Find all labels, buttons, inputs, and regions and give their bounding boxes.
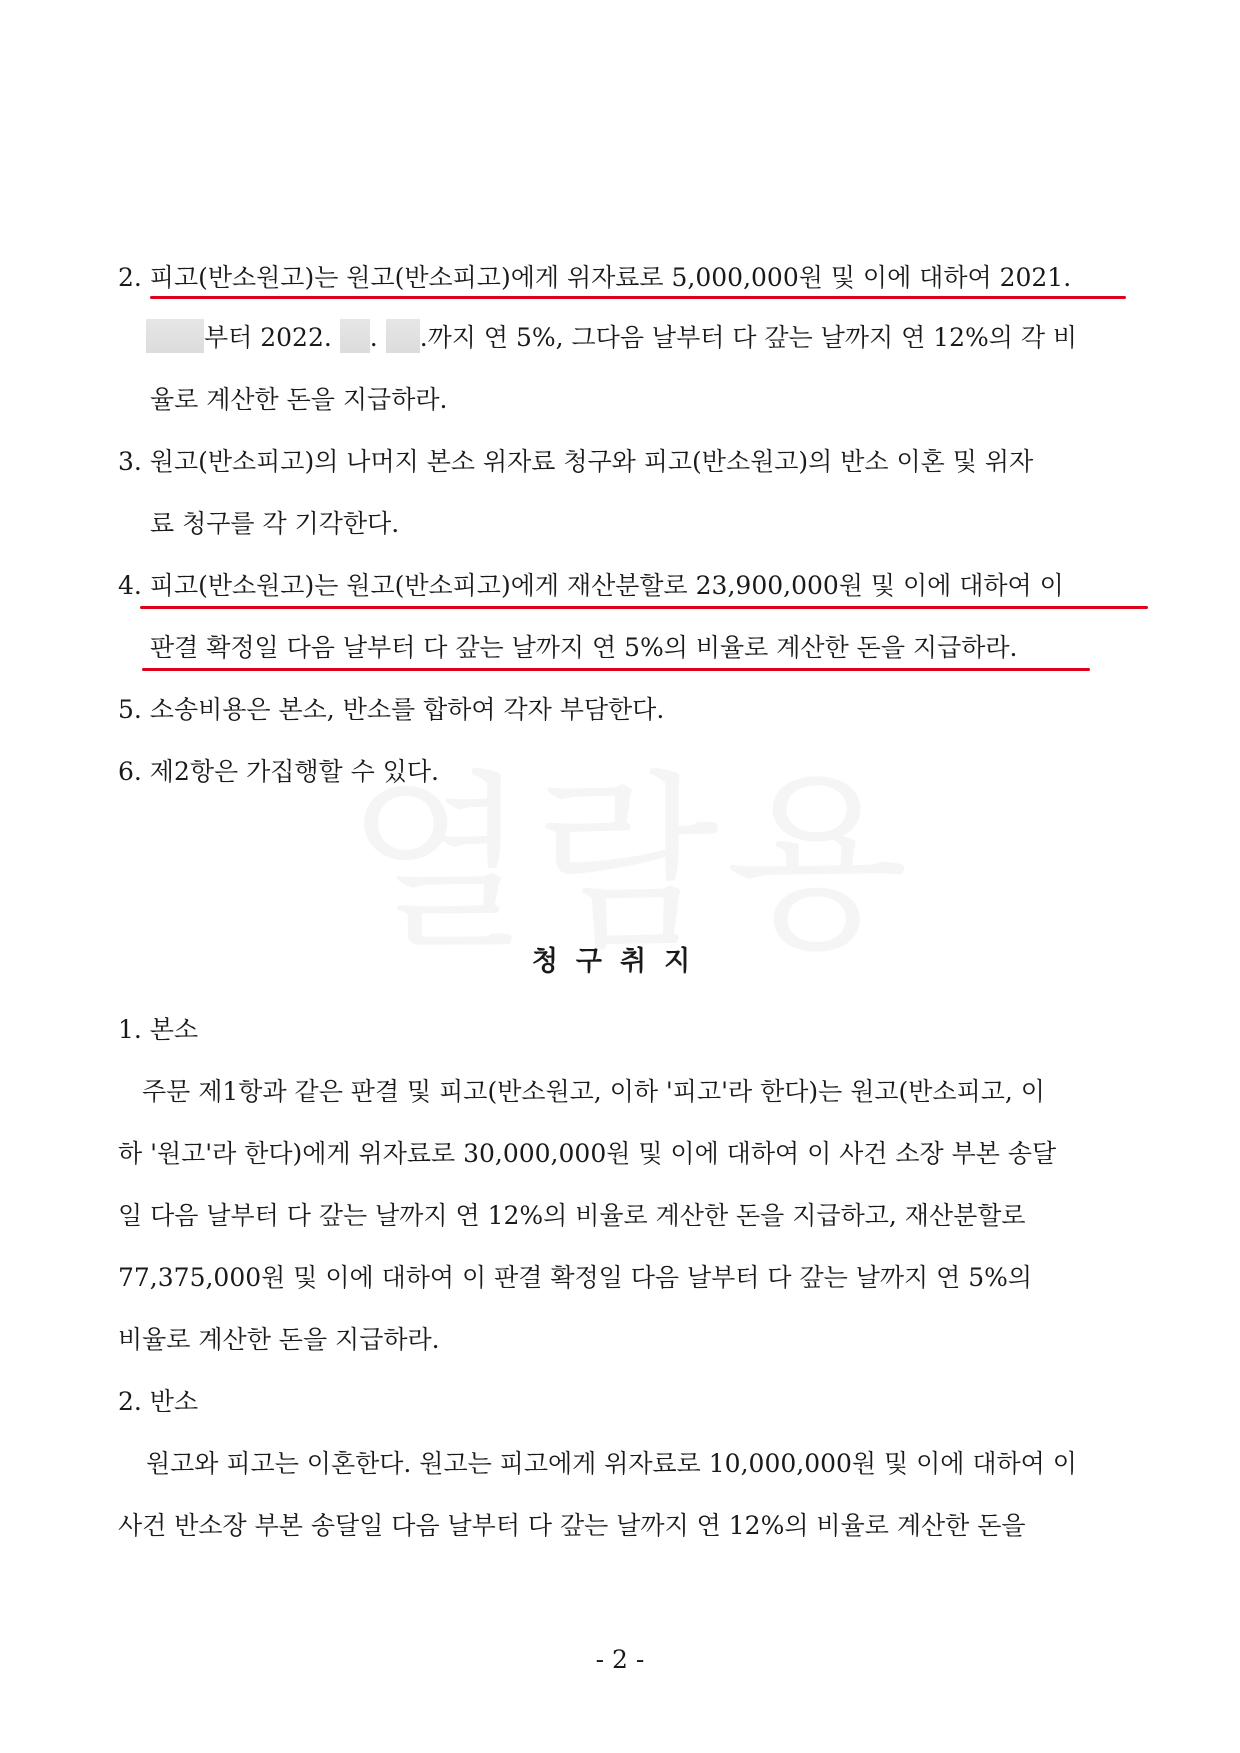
red-underline: [142, 668, 1090, 671]
ruling-item-3-line-1: 3. 원고(반소피고)의 나머지 본소 위자료 청구와 피고(반소원고)의 반소 이혼 및 위자: [118, 447, 1034, 476]
ruling-item-4-line-2: 판결 확정일 다음 날부터 다 갚는 날까지 연 5%의 비율로 계산한 돈을 지급하라.: [150, 633, 1018, 662]
redaction-box: [146, 319, 204, 353]
claim-section-1-line-1: 주문 제1항과 같은 판결 및 피고(반소원고, 이하 '피고'라 한다)는 원고(반소피고, 이: [142, 1077, 1045, 1106]
claim-section-2-line-2: 사건 반소장 부본 송달일 다음 날부터 다 갚는 날까지 연 12%의 비율로 계산한 돈을: [118, 1511, 1026, 1540]
redaction-box: [340, 319, 370, 353]
claim-section-1-line-3: 일 다음 날부터 다 갚는 날까지 연 12%의 비율로 계산한 돈을 지급하고, 재산분할로: [118, 1201, 1026, 1230]
ruling-item-2-line-1: 2. 피고(반소원고)는 원고(반소피고)에게 위자료로 5,000,000원 및 이에 대하여 2021.: [118, 263, 1072, 292]
ruling-item-2-line-2: 부터 2022. . .까지 연 5%, 그다음 날부터 다 갚는 날까지 연 12%의 각 비: [0, 318, 1240, 358]
redaction-box: [386, 319, 420, 353]
ruling-item-6: 6. 제2항은 가집행할 수 있다.: [118, 757, 439, 786]
claim-heading: 청구취지: [531, 946, 709, 977]
red-underline: [140, 606, 1148, 609]
page-number: - 2 -: [595, 1645, 645, 1674]
claim-section-1-line-2: 하 '원고'라 한다)에게 위자료로 30,000,000원 및 이에 대하여 이 사건 소장 부본 송달: [118, 1139, 1057, 1168]
ruling-item-5: 5. 소송비용은 본소, 반소를 합하여 각자 부담한다.: [118, 695, 665, 724]
claim-section-1-line-4: 77,375,000원 및 이에 대하여 이 판결 확정일 다음 날부터 다 갚는 날까지 연 5%의: [118, 1263, 1033, 1292]
red-underline: [150, 296, 1126, 299]
claim-section-1-title: 1. 본소: [118, 1015, 199, 1044]
ruling-item-3-line-2: 료 청구를 각 기각한다.: [150, 509, 400, 538]
ruling-item-2-line-3: 율로 계산한 돈을 지급하라.: [150, 385, 448, 414]
claim-section-2-line-1: 원고와 피고는 이혼한다. 원고는 피고에게 위자료로 10,000,000원 및 이에 대하여 이: [146, 1449, 1077, 1478]
ruling-item-4-line-1: 4. 피고(반소원고)는 원고(반소피고)에게 재산분할로 23,900,000원 및 이에 대하여 이: [118, 571, 1064, 600]
claim-section-2-title: 2. 반소: [118, 1387, 199, 1416]
claim-section-1-line-5: 비율로 계산한 돈을 지급하라.: [118, 1325, 440, 1354]
